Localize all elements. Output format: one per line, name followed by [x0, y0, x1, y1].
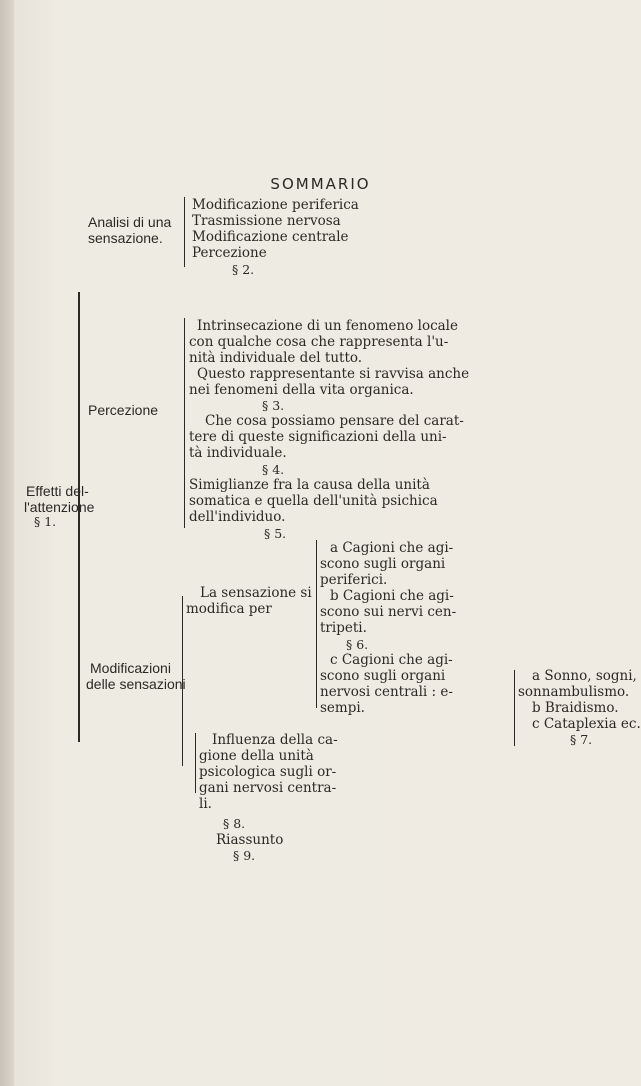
influenza-line-4: gani nervosi centra- — [199, 780, 337, 796]
section-3: § 3. — [262, 398, 285, 413]
effetti-label-1: Effetti del- — [26, 483, 89, 499]
percezione-brace — [184, 318, 185, 528]
analisi-label-1: Analisi di una — [88, 214, 172, 230]
section-6: § 6. — [346, 637, 369, 652]
section-4: § 4. — [262, 462, 285, 477]
perc-line-8: tà individuale. — [189, 445, 287, 461]
percezione-label: Percezione — [88, 402, 159, 418]
perc-line-11: dell'individuo. — [189, 509, 286, 525]
top-item-2: Trasmissione nervosa — [192, 213, 341, 229]
perc-line-4: Questo rappresentante si ravvisa anche — [197, 366, 470, 382]
cause-a-1: a Cagioni che agi- — [330, 540, 454, 556]
cause-c-4: sempi. — [320, 700, 365, 716]
esempio-b: b Braidismo. — [532, 700, 619, 716]
perc-line-1: Intrinsecazione di un fenomeno locale — [197, 318, 458, 334]
section-2: § 2. — [232, 262, 255, 277]
modificazioni-label-2: delle sensazioni — [86, 676, 186, 692]
analisi-brace — [184, 197, 185, 267]
section-1: § 1. — [34, 514, 57, 529]
top-item-4: Percezione — [192, 245, 267, 261]
analisi-label-2: sensazione. — [88, 230, 163, 246]
cause-c-1: c Cagioni che agi- — [330, 652, 453, 668]
page-title: SOMMARIO — [270, 175, 371, 193]
perc-line-5: nei fenomeni della vita organica. — [189, 382, 414, 398]
sensazione-line-2: modifica per — [186, 601, 272, 617]
modificazioni-brace — [182, 596, 183, 766]
influenza-line-3: psicologica sugli or- — [199, 764, 337, 780]
cause-brace — [316, 540, 317, 708]
cause-c-2: scono sugli organi — [320, 668, 446, 684]
perc-line-6: Che cosa possiamo pensare del carat- — [205, 413, 464, 429]
section-5: § 5. — [264, 526, 287, 541]
cause-a-3: periferici. — [320, 572, 388, 588]
modificazioni-label-1: Modificazioni — [90, 660, 171, 676]
esempi-brace — [514, 670, 515, 746]
riassunto-label: Riassunto — [216, 832, 284, 848]
esempio-a-cont: sonnambulismo. — [518, 684, 630, 700]
perc-line-2: con qualche cosa che rappresenta l'u- — [189, 334, 449, 350]
book-binding-edge — [0, 0, 14, 1086]
perc-line-7: tere di queste significazioni della uni- — [189, 429, 447, 445]
sensazione-line-1: La sensazione si — [200, 585, 312, 601]
influenza-line-5: li. — [199, 796, 212, 812]
influenza-line-2: gione della unità — [199, 748, 314, 764]
top-item-3: Modificazione centrale — [192, 229, 349, 245]
cause-b-1: b Cagioni che agi- — [330, 588, 454, 604]
section-8: § 8. — [223, 816, 246, 831]
top-item-1: Modificazione periferica — [192, 197, 359, 213]
section-7: § 7. — [570, 732, 593, 747]
cause-c-3: nervosi centrali : e- — [320, 684, 453, 700]
perc-line-10: somatica e quella dell'unità psichica — [189, 493, 438, 509]
influenza-line-1: Influenza della ca- — [212, 732, 338, 748]
cause-b-3: tripeti. — [320, 620, 367, 636]
main-brace — [78, 292, 80, 742]
esempio-c: c Cataplеxia ec. — [532, 716, 641, 732]
perc-line-9: Simiglianze fra la causa della unità — [189, 477, 430, 493]
section-9: § 9. — [233, 848, 256, 863]
esempio-a: a Sonno, sogni, — [532, 668, 637, 684]
perc-line-3: nità individuale del tutto. — [189, 350, 363, 366]
cause-a-2: scono sugli organi — [320, 556, 446, 572]
effetti-label-2: l'attenzione — [24, 499, 95, 515]
influenza-brace — [195, 733, 196, 793]
cause-b-2: scono sui nervi cen- — [320, 604, 457, 620]
